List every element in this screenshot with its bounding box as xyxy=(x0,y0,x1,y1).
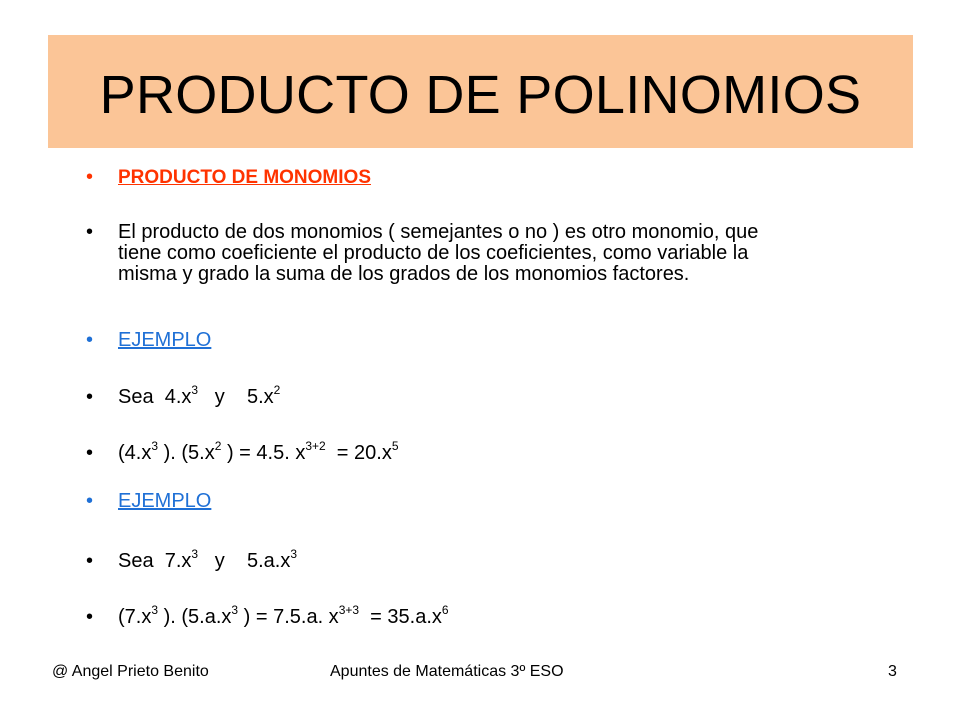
bullet-marker: • xyxy=(86,166,94,188)
bullet-marker: • xyxy=(86,386,94,408)
page-number: 3 xyxy=(888,663,897,680)
bullet-marker: • xyxy=(86,329,94,351)
slide-title: PRODUCTO DE POLINOMIOS xyxy=(99,65,862,125)
footer-course: Apuntes de Matemáticas 3º ESO xyxy=(330,663,564,680)
bullet-marker: • xyxy=(86,606,94,628)
paragraph-line: El producto de dos monomios ( semejantes o no ) es otro monomio, que xyxy=(118,221,759,243)
definition-paragraph xyxy=(118,222,878,285)
math-expression: Sea $4.x^3$ y $5.x^2$ xyxy=(118,383,281,408)
paragraph-line: misma y grado la suma de los grados de los monomios factores. xyxy=(118,263,690,285)
math-expression: ($7.x^3$ ). ($5.a.x^3$ ) = 7.5.a. $x^{3+3} = 35.a.x^6$ xyxy=(118,603,449,628)
bullet-marker: • xyxy=(86,221,94,243)
math-expression: Sea $7.x^3$ y $5.a.x^3$ xyxy=(118,547,298,572)
paragraph-line: tiene como coeficiente el producto de los coeficientes, como variable la xyxy=(118,242,749,264)
bullet-marker: • xyxy=(86,490,94,512)
math-expression: ($4.x^3$ ). ($5.x^2$ ) = 4.5. $x^{3+2} = 20.x^5$ xyxy=(118,439,399,464)
section-heading-link[interactable]: PRODUCTO DE MONOMIOS xyxy=(118,167,371,188)
bullet-marker: • xyxy=(86,442,94,464)
example-2-link[interactable]: EJEMPLO xyxy=(118,490,212,512)
example-1-link[interactable]: EJEMPLO xyxy=(118,329,212,351)
bullet-marker: • xyxy=(86,550,94,572)
footer-author: @ Angel Prieto Benito xyxy=(52,663,209,680)
